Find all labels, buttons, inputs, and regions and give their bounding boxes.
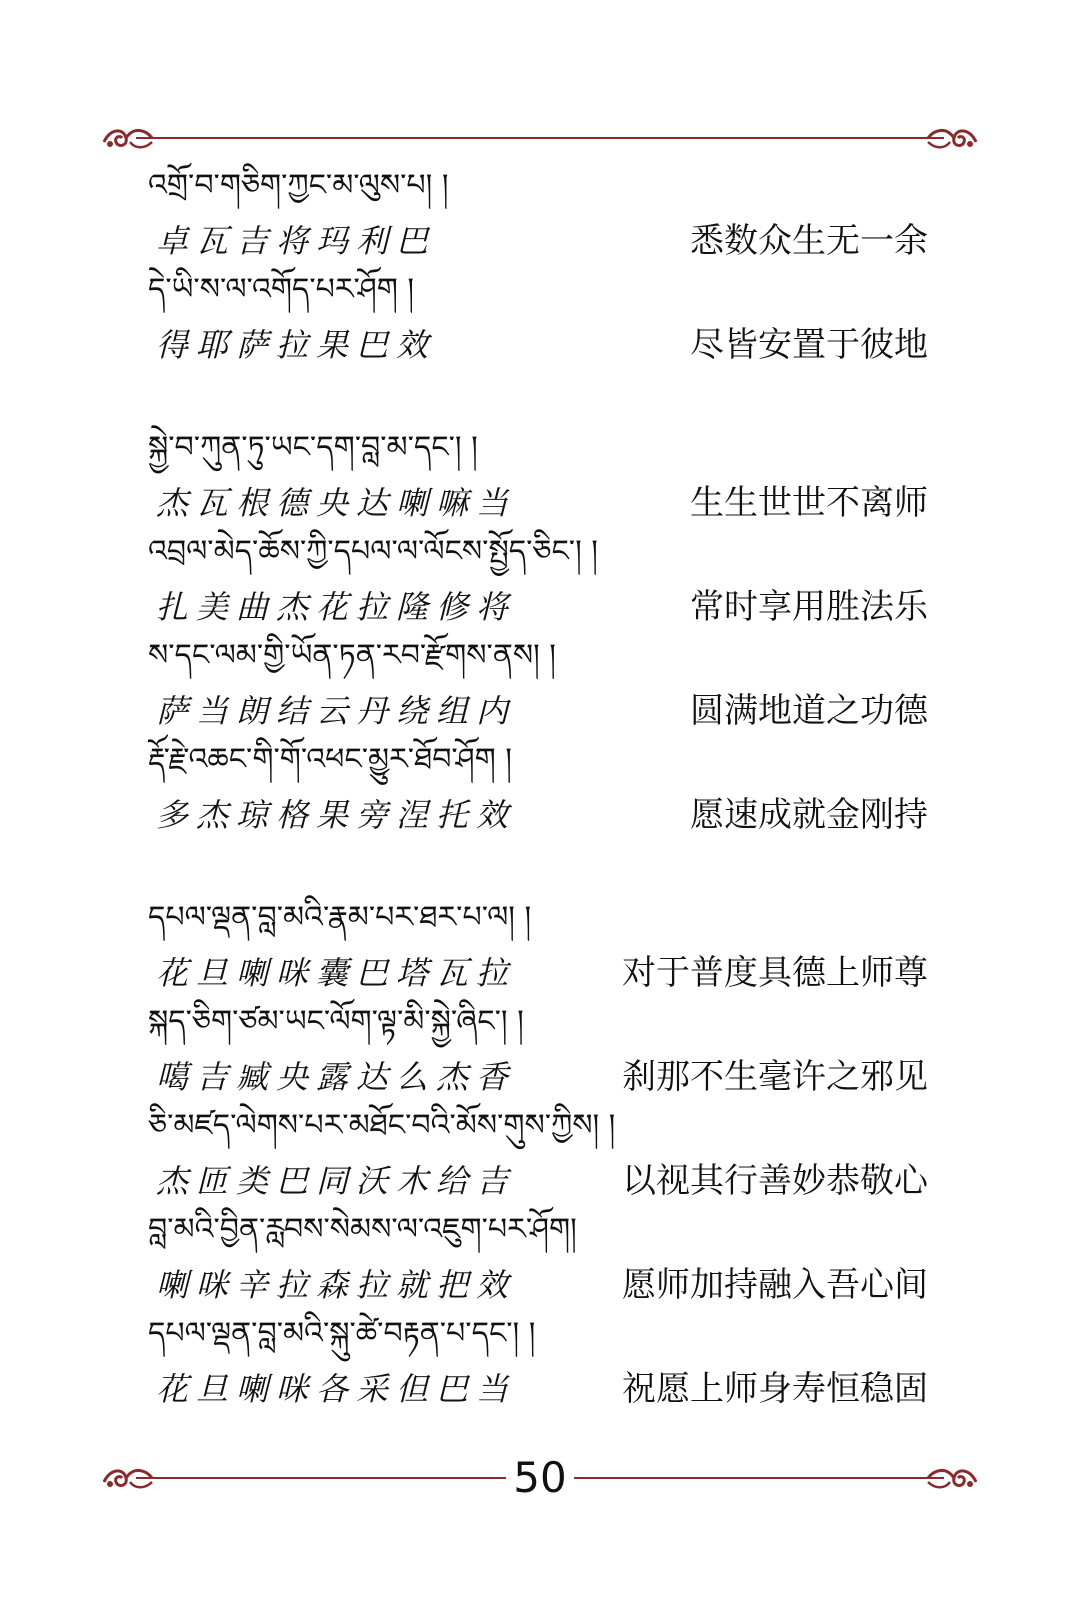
ornament-left-top-icon [100,120,156,156]
tibetan-text: དཔལ་ལྡན་བླ་མའི་སྐུ་ཚེ་བརྟན་པ་དང་། ། [148,1316,536,1351]
tibetan-text: སྐད་ཅིག་ཙམ་ཡང་ལོག་ལྟ་མི་སྐྱེ་ཞིང་། ། [148,1004,524,1039]
tibetan-text: རྡོ་རྗེ་འཆང་གི་གོ་འཕང་མྱུར་ཐོབ་ཤོག ། [148,742,512,777]
chinese-transliteration: 噶吉臧央露达么杰香 [156,1058,517,1096]
verse-line [148,1204,928,1308]
top-rule-line [136,137,944,139]
verse-line [148,264,928,368]
page-number: 50 [513,1453,567,1502]
tibetan-text: དཔལ་ལྡན་བླ་མའི་རྣམ་པར་ཐར་པ་ལ། ། [148,900,532,935]
stanza [148,422,928,838]
chinese-translation: 悉数众生无一余 [690,221,928,261]
chinese-transliteration: 得耶萨拉果巴效 [156,326,437,364]
chinese-translation: 愿速成就金刚持 [690,795,928,835]
chinese-transliteration: 杰匝类巴同沃木给吉 [156,1162,517,1200]
verse-line [148,422,928,526]
chinese-translation: 祝愿上师身寿恒稳固 [622,1369,928,1409]
verse-content [148,160,928,1412]
top-border-rule [100,118,980,158]
tibetan-text: ས་དང་ལམ་གྱི་ཡོན་ཏན་རབ་རྫོགས་ནས། ། [148,638,556,673]
chinese-translation: 圆满地道之功德 [690,691,928,731]
verse-line [148,1308,928,1412]
tibetan-text: འགྲོ་བ་གཅིག་ཀྱང་མ་ལུས་པ། ། [148,168,449,203]
verse-line [148,734,928,838]
chinese-translation: 尽皆安置于彼地 [690,325,928,365]
chinese-translation: 以视其行善妙恭敬心 [622,1161,928,1201]
chinese-transliteration: 萨当朗结云丹绕组内 [156,692,517,730]
verse-line [148,1100,928,1204]
chinese-translation: 刹那不生毫许之邪见 [622,1057,928,1097]
ornament-right-top-icon [924,120,980,156]
chinese-translation: 愿师加持融入吾心间 [622,1265,928,1305]
chinese-transliteration: 卓瓦吉将玛利巴 [156,222,437,260]
verse-line [148,630,928,734]
verse-line [148,526,928,630]
chinese-transliteration: 花旦喇咪囊巴塔瓦拉 [156,954,517,992]
chinese-transliteration: 杰瓦根德央达喇嘛当 [156,484,517,522]
chinese-transliteration: 多杰琼格果旁涅托效 [156,796,517,834]
verse-line [148,160,928,264]
stanza [148,892,928,1412]
tibetan-text: དེ་ཡི་ས་ལ་འགོད་པར་ཤོག ། [148,272,415,307]
chinese-transliteration: 扎美曲杰花拉隆修将 [156,588,517,626]
tibetan-text: འབྲལ་མེད་ཆོས་ཀྱི་དཔལ་ལ་ལོངས་སྤྱོད་ཅིང་། ། [148,534,598,569]
chinese-transliteration: 花旦喇咪各采但巴当 [156,1370,517,1408]
verse-line [148,892,928,996]
stanza [148,160,928,368]
chinese-translation: 对于普度具德上师尊 [622,953,928,993]
tibetan-text: སྐྱེ་བ་ཀུན་ཏུ་ཡང་དག་བླ་མ་དང་། ། [148,430,478,465]
chinese-translation: 生生世世不离师 [690,483,928,523]
chinese-translation: 常时享用胜法乐 [690,587,928,627]
tibetan-text: ཅི་མཛད་ལེགས་པར་མཐོང་བའི་མོས་གུས་ཀྱིས། ། [148,1108,616,1143]
chinese-transliteration: 喇咪辛拉森拉就把效 [156,1266,517,1304]
tibetan-text: བླ་མའི་བྱིན་རླབས་སེམས་ལ་འཇུག་པར་ཤོག། [148,1212,577,1247]
verse-line [148,996,928,1100]
